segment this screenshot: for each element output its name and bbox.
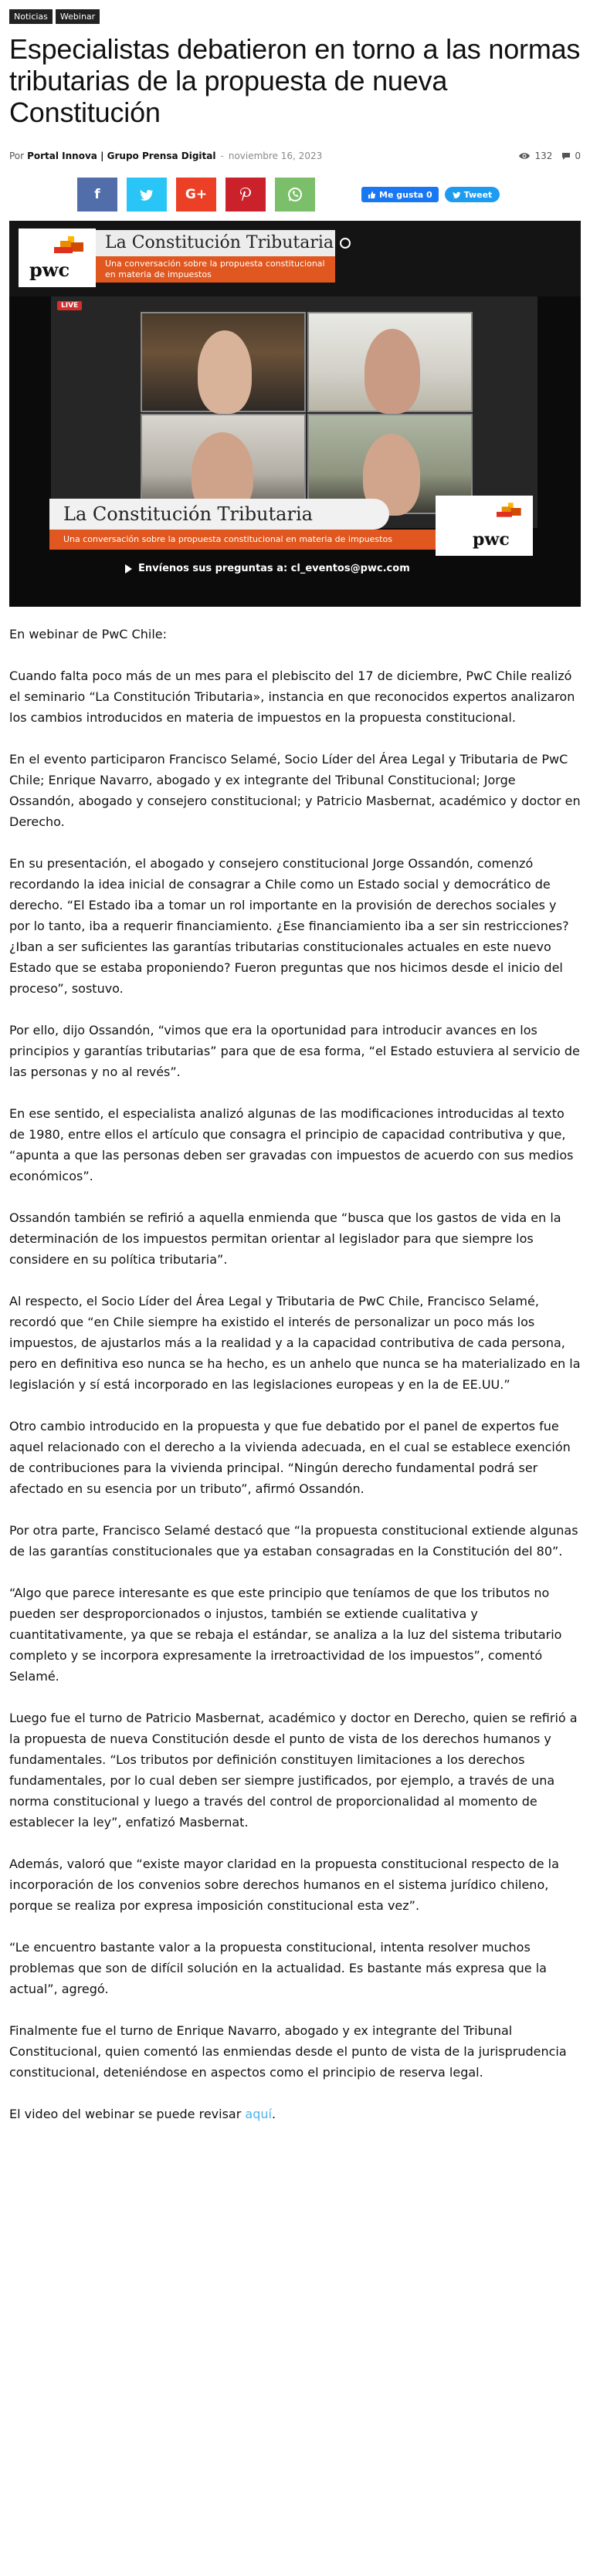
tweet-button[interactable] [445, 187, 500, 202]
like-label: Me gusta 0 [379, 189, 432, 200]
article-title: Especialistas debatieron en torno a las normas tributarias de la propuesta de nueva Constitución [9, 33, 581, 128]
category-tag-webinar[interactable]: Webinar [56, 9, 100, 24]
pinterest-icon [239, 188, 252, 201]
meta-separator: - [220, 151, 224, 161]
comment-icon [561, 152, 571, 161]
facebook-share-button[interactable] [77, 178, 117, 212]
byline-label: Por [9, 151, 25, 161]
article-header [9, 9, 581, 212]
article-paragraph: Por ello, dijo Ossandón, “vimos que era la oportunidad para introducir avances en los principios y garantías tributarias” para que de esa forma, “el Estado estuviera al servicio de las personas y no al revés”. [9, 1023, 580, 1079]
eye-icon [518, 151, 531, 161]
article-paragraph: “Le encuentro bastante valor a la propuesta constitucional, intenta resolver muchos problemas que son de difícil solución en la actualidad. Es bastante más expresa que la actual”, agregó. [9, 1940, 547, 1996]
category-tags [9, 9, 581, 24]
googleplus-share-button[interactable] [176, 178, 216, 212]
twitter-bird-icon [453, 191, 461, 198]
googleplus-icon: G+ [185, 187, 208, 202]
article-paragraph: Finalmente fue el turno de Enrique Navarro, abogado y ex integrante del Tribunal Constitucional, quien comentó las enmiendas desde el punto de vista de la jurisprudencia constitucional, deteniéndose en aspectos como el principio de reserva legal. [9, 2023, 567, 2080]
views-value: 132 [534, 151, 553, 161]
twitter-share-button[interactable] [127, 178, 167, 212]
category-tag-noticias[interactable]: Noticias [9, 9, 53, 24]
article-paragraph: Cuando falta poco más de un mes para el plebiscito del 17 de diciembre, PwC Chile realizó el seminario “La Constitución Tributaria», instancia en que reconocidos expertos analizaron los cambios introducidos en materia de impuestos en la propuesta constitucional. [9, 669, 575, 725]
pinterest-share-button[interactable] [225, 178, 266, 212]
featured-image [9, 221, 581, 607]
video-link-paragraph [9, 2104, 581, 2124]
article-intro: En webinar de PwC Chile: [9, 627, 167, 641]
article-paragraph: Otro cambio introducido en la propuesta y que fue debatido por el panel de expertos fue aquel relacionado con el derecho a la vivienda adecuada, en el cual se establece exención de contribuciones para la vivienda principal. “Ningún derecho fundamental podrá ser afectado en su esencia por un tributo”, afirmó Ossandón. [9, 1419, 571, 1496]
article-body [9, 624, 581, 2145]
tweet-label: Tweet [463, 189, 493, 200]
live-badge: LIVE [57, 301, 82, 310]
pwc-logo-bottom [436, 496, 533, 556]
hero-subheading-top: Una conversación sobre la propuesta constitucional en materia de impuestos [96, 256, 335, 283]
video-link-prefix: El video del webinar se puede revisar [9, 2107, 246, 2121]
article-paragraph: En el evento participaron Francisco Selamé, Socio Líder del Área Legal y Tributaria de PwC Chile; Enrique Navarro, abogado y ex integrante del Tribunal Constitucional; Jorge Ossandón, abogado y consejero constitucional; y Patricio Masbernat, académico y doctor en Derecho. [9, 752, 581, 829]
pwc-logo-text: pwc [29, 259, 70, 281]
comments-count[interactable] [561, 151, 581, 161]
article-paragraph: “Algo que parece interesante es que este principio que teníamos de que los tributos no pueden ser desproporcionados o injustos, también se extiende cualitativa y cuantitativamente, ya que se rebaja el estándar, se analiza a la luz del sistema tributario completo y se incorpora expresamente la irretroactividad de los impuestos”, comentó Selamé. [9, 1586, 562, 1684]
ring-icon [340, 238, 351, 249]
hero-subheading-bottom: Una conversación sobre la propuesta constitucional en materia de impuestos [49, 530, 436, 550]
article-paragraph: Ossandón también se refirió a aquella enmienda que “busca que los gastos de vida en la determinación de los impuestos permitan orientar al legislador para que siempre los considere en su política tributaria”. [9, 1210, 561, 1267]
thumbs-up-icon [368, 191, 376, 199]
twitter-icon [140, 189, 154, 201]
whatsapp-icon [287, 187, 303, 202]
article-paragraph: En su presentación, el abogado y consejero constitucional Jorge Ossandón, comenzó recordando la idea inicial de consagrar a Chile como un Estado social y democrático de derecho. “El Estado iba a tomar un rol importante en la provisión de derechos sociales y por lo tanto, iba a requerir financiamiento. ¿Ese financiamiento iba a ser sin restricciones? ¿Iban a ser suficientes las garantías tributarias constitucionales actuales en este nuevo Estado que se estaba proponiendo? Fueron preguntas que nos hicimos desde el inicio del proceso”, sostuvo. [9, 856, 569, 996]
article-paragraph: Además, valoró que “existe mayor claridad en la propuesta constitucional respecto de la incorporación de los convenios sobre derechos humanos en el sistema jurídico chileno, porque se realiza por expresa imposición constitucional esta vez”. [9, 1857, 559, 1913]
article-stats [518, 148, 581, 164]
article-paragraph: Por otra parte, Francisco Selamé destacó que “la propuesta constitucional extiende algunas de las garantías constitucionales que ya estaban consagradas en la Constitución del 80”. [9, 1523, 578, 1559]
hero-footer-text: Envíenos sus preguntas a: cl_eventos@pwc.com [138, 563, 410, 574]
share-bar [9, 178, 581, 212]
author-link[interactable]: Portal Innova | Grupo Prensa Digital [27, 151, 216, 161]
whatsapp-share-button[interactable] [275, 178, 315, 212]
video-link-suffix: . [271, 2107, 276, 2121]
pwc-logo-bars-icon [493, 502, 524, 522]
views-count [518, 151, 552, 161]
facebook-icon: f [94, 187, 100, 202]
pwc-logo-text: pwc [473, 530, 510, 550]
publish-date: noviembre 16, 2023 [228, 151, 323, 161]
comments-value: 0 [575, 151, 581, 161]
hero-heading-top: La Constitución Tributaria [96, 230, 335, 256]
article-paragraph: En ese sentido, el especialista analizó algunas de las modificaciones introducidas al texto de 1980, entre ellos el artículo que consagra el principio de capacidad contributiva y que, “apunta a que las personas deben ser gravadas con impuestos de acuerdo con sus medios económicos”. [9, 1106, 574, 1183]
article-paragraph: Luego fue el turno de Patricio Masbernat, académico y doctor en Derecho, quien se refirió a la propuesta de nueva Constitución desde el punto de vista de los derechos humanos y fundamentales. “Los tributos por definición constituyen limitaciones a los derechos fundamentales, por lo cual deben ser siempre justificados, por ejemplo, a través de una norma constitucional y luego a través del control de proporcionalidad al momento de establecer la ley”, enfatizó Masbernat. [9, 1711, 578, 1830]
pwc-logo-top [19, 228, 96, 287]
article-paragraph: Al respecto, el Socio Líder del Área Legal y Tributaria de PwC Chile, Francisco Selamé, recordó que “en Chile siempre ha existido el interés de personalizar un poco más los impuestos, de ajustarlos más a la realidad y a la capacidad contributiva de cada persona, pero en definitiva eso nunca se ha hecho, es un anhelo que nunca se ha materializado en la legislación y sí está incorporado en las legislaciones europeas y en la de EE.UU.” [9, 1294, 581, 1392]
pwc-logo-bars-icon [49, 236, 86, 258]
participant-figure [198, 330, 252, 414]
hero-heading-bottom: La Constitución Tributaria [49, 499, 389, 530]
hero-footer [125, 557, 419, 581]
facebook-like-button[interactable] [361, 187, 439, 202]
video-tile-1 [141, 312, 306, 412]
article-meta [9, 148, 581, 164]
participant-figure [365, 329, 420, 414]
video-tile-2 [307, 312, 473, 412]
video-link[interactable]: aquí [245, 2107, 272, 2121]
arrow-right-icon [125, 564, 132, 574]
